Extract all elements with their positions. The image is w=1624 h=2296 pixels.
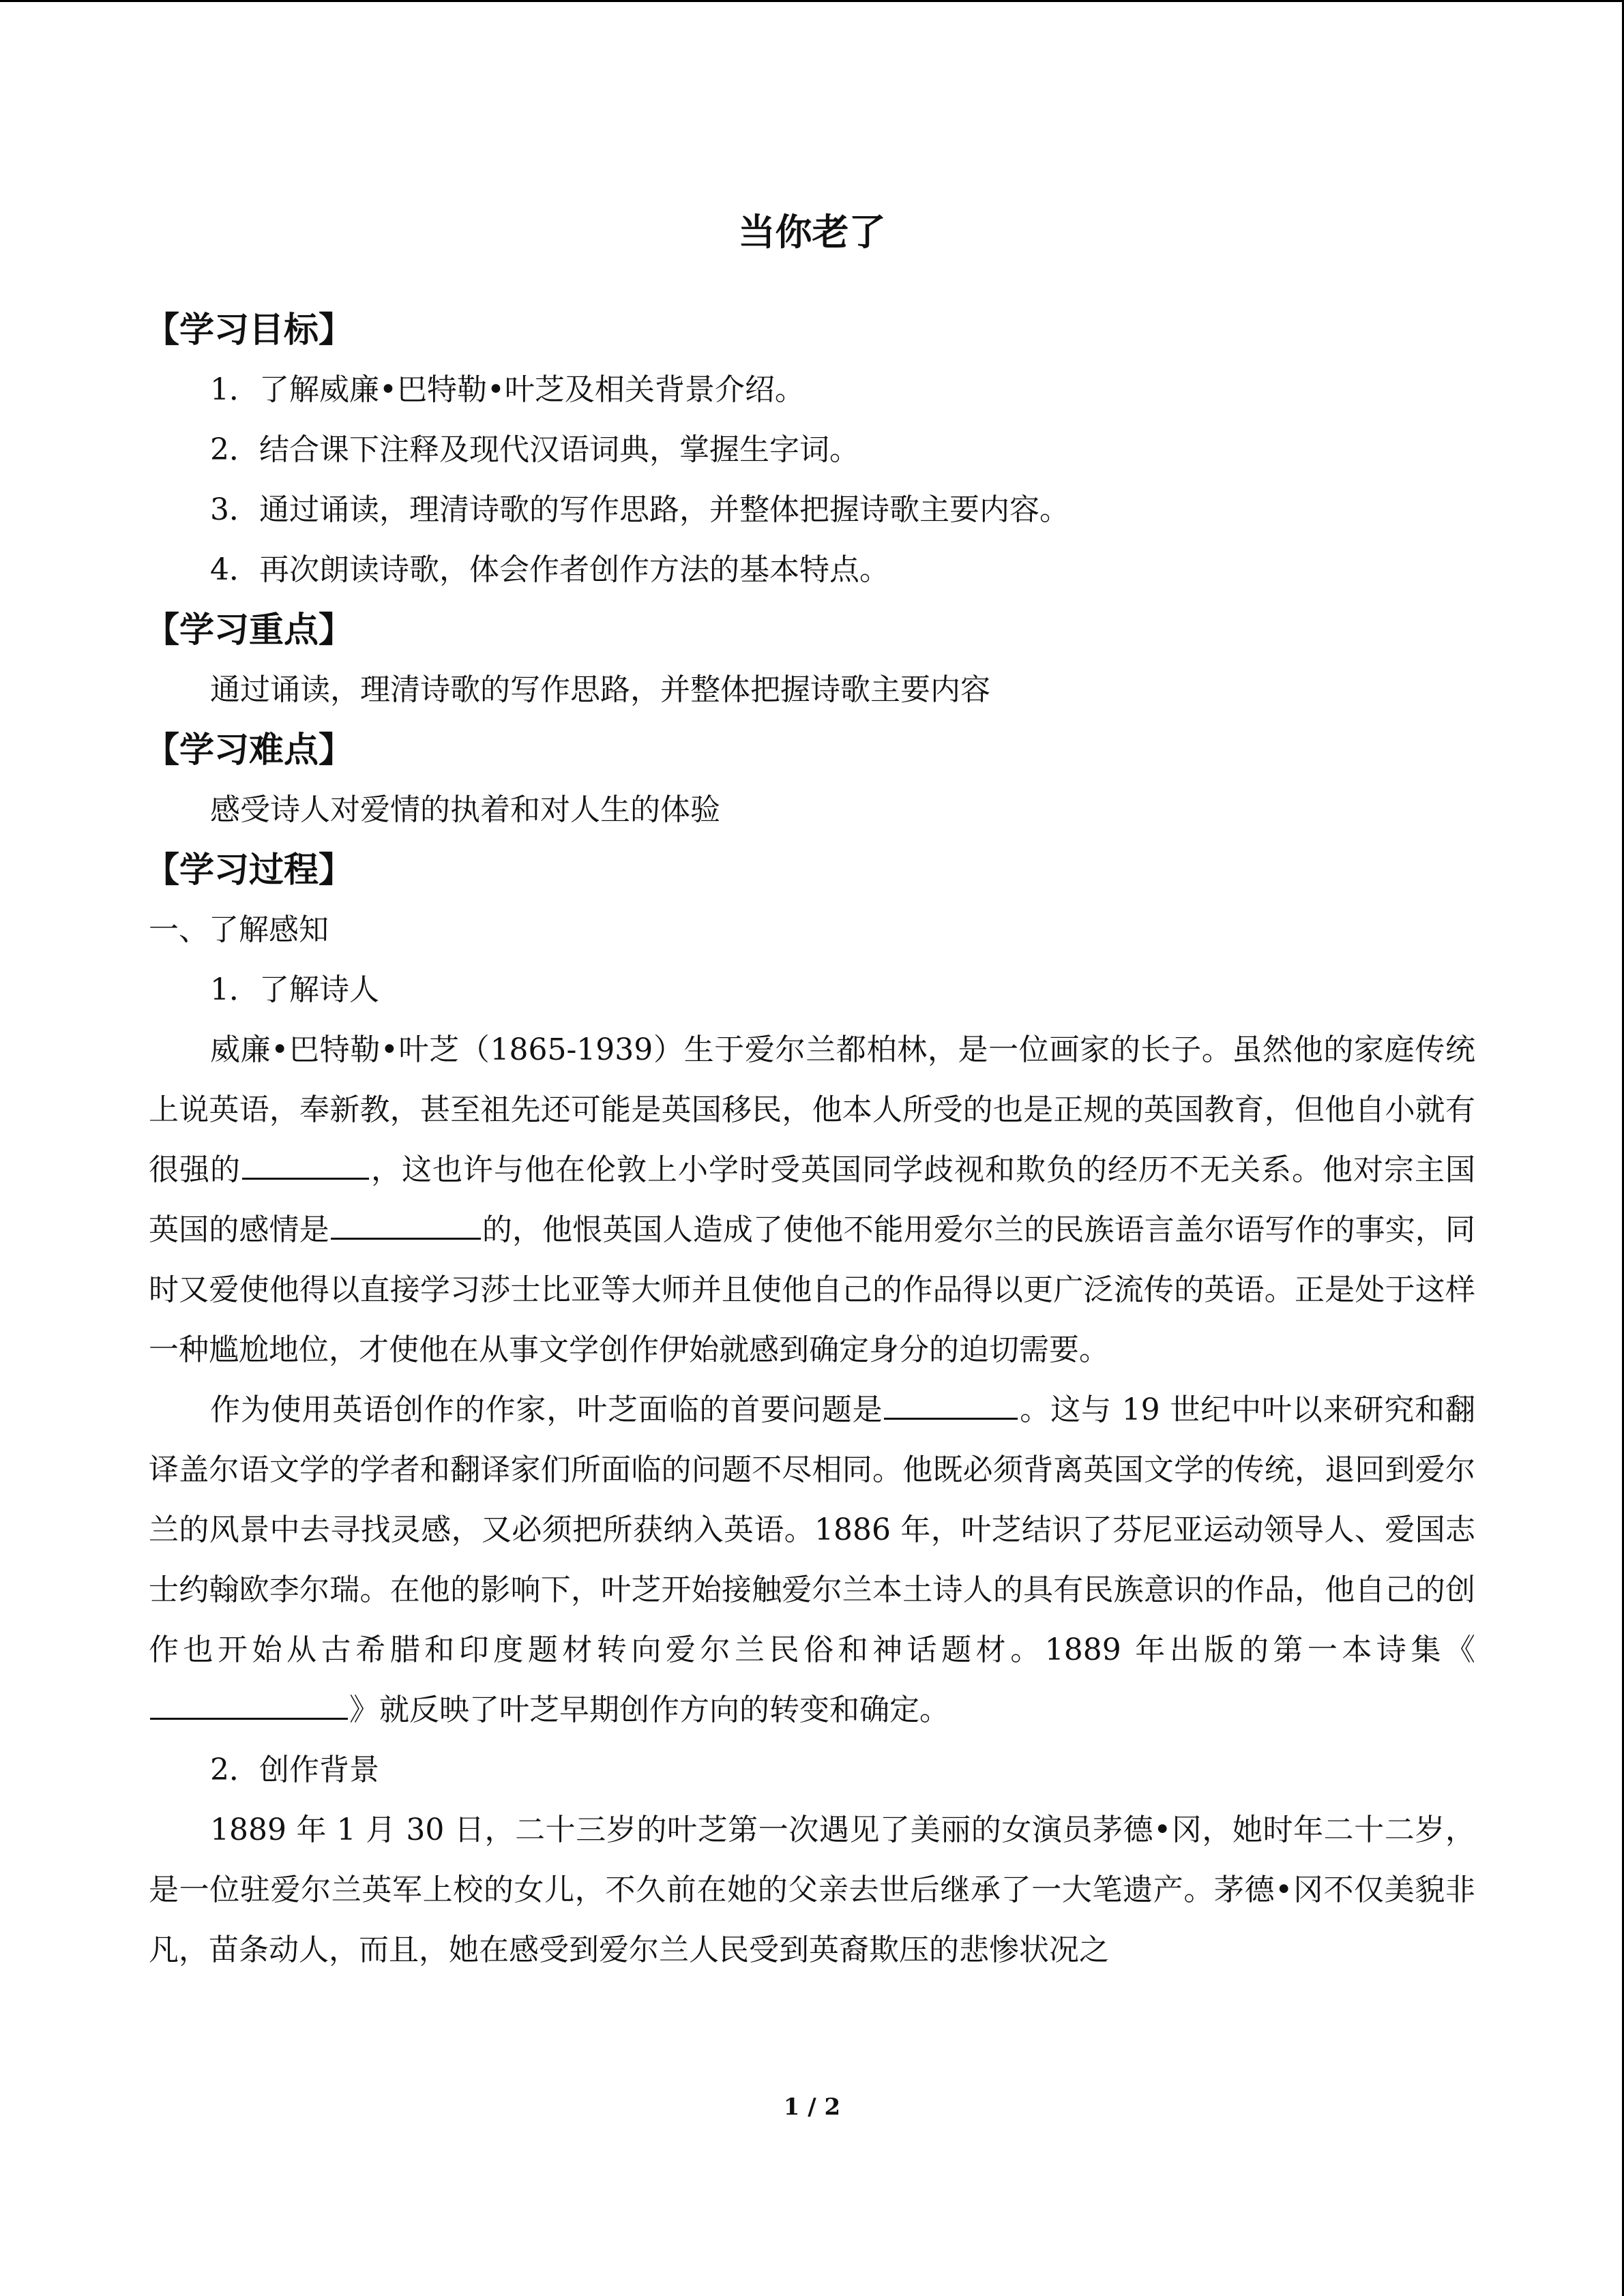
document-title: 当你老了 — [738, 210, 886, 254]
para2-seg2: 。这与 19 世纪中叶以来研究和翻译盖尔语文学的学者和翻译家们所面临的问题不尽相同。他既必须背离英国文学的传统，退回到爱尔兰的风景中去寻找灵感，又必须把所获纳入英语。1886 年，叶芝结识了芬尼亚运动领导人、爱国志士约翰欧李尔瑞。在他的影响下，叶芝开始接触爱尔兰本土诗人的具有民族意识的作品，他自己的创作也开始从古希腊和印度题材转向爱尔兰民俗和神话题材。1889 年出版的第一本诗集《 — [149, 1392, 1475, 1667]
heading-key-points: 【学习重点】 — [145, 610, 354, 651]
para1-seg3: 的，他恨英国人造成了使他不能用爱尔兰的民族语言盖尔语写作的事实，同时又爱使他得以直接学习莎士比亚等大师并且使他自己的作品得以更广泛流传的英语。正是处于这样一种尴尬地位，才使他在从事文学创作伊始就感到确定身分的迫切需要。 — [149, 1212, 1476, 1367]
para2-seg3: 》就反映了叶芝早期创作方向的转变和确定。 — [349, 1693, 949, 1727]
fill-blank-2[interactable] — [331, 1208, 481, 1240]
goal-item-4: 4．再次朗读诗歌，体会作者创作方法的基本特点。 — [210, 552, 889, 587]
page-number: 1 / 2 — [783, 2093, 841, 2121]
poet-creation-paragraph — [149, 1380, 1475, 1740]
fill-blank-1[interactable] — [242, 1148, 369, 1180]
fill-blank-3[interactable] — [884, 1388, 1018, 1420]
key-points-text: 通过诵读，理清诗歌的写作思路，并整体把握诗歌主要内容 — [210, 672, 990, 707]
part1-title: 一、了解感知 — [149, 912, 329, 947]
background-paragraph: 1889 年 1 月 30 日，二十三岁的叶芝第一次遇见了美丽的女演员茅德•冈，她时年二十二岁，是一位驻爱尔兰英军上校的女儿，不久前在她的父亲去世后继承了一大笔遗产。茅德•冈不仅美貌非凡，苗条动人，而且，她在感受到爱尔兰人民受到英裔欺压的悲惨状况之 — [149, 1813, 1475, 1967]
fill-blank-4[interactable] — [150, 1688, 348, 1720]
para2-seg1: 作为使用英语创作的作家，叶芝面临的首要问题是 — [210, 1392, 883, 1427]
subsection-background-title: 2．创作背景 — [210, 1753, 379, 1787]
goal-item-1: 1．了解威廉•巴特勒•叶芝及相关背景介绍。 — [210, 372, 805, 407]
goal-item-2: 2．结合课下注释及现代汉语词典，掌握生字词。 — [210, 432, 859, 467]
document-body — [145, 198, 1476, 1980]
goal-item-3: 3．通过诵读，理清诗歌的写作思路，并整体把握诗歌主要内容。 — [210, 492, 1069, 527]
para1-seg1: 威廉•巴特勒•叶芝（1865-1939）生于爱尔兰都柏林，是一位画家的长子。虽然他的家庭传统上说英语，奉新教，甚至祖先还可能是英国移民，他本人所受的也是正规的英国教育，但他自小就有很强的 — [149, 1032, 1475, 1187]
heading-difficulties: 【学习难点】 — [145, 730, 354, 771]
difficulties-text: 感受诗人对爱情的执着和对人生的体验 — [210, 792, 720, 827]
poet-intro-paragraph — [149, 1020, 1475, 1380]
para1-seg2: ，这也许与他在伦敦上小学时受英国同学歧视和欺负的经历不无关系。他对宗主国英国的感情是 — [149, 1152, 1475, 1247]
heading-learning-process: 【学习过程】 — [145, 850, 354, 891]
heading-learning-goals: 【学习目标】 — [145, 310, 354, 351]
subsection-poet-title: 1．了解诗人 — [210, 972, 379, 1007]
